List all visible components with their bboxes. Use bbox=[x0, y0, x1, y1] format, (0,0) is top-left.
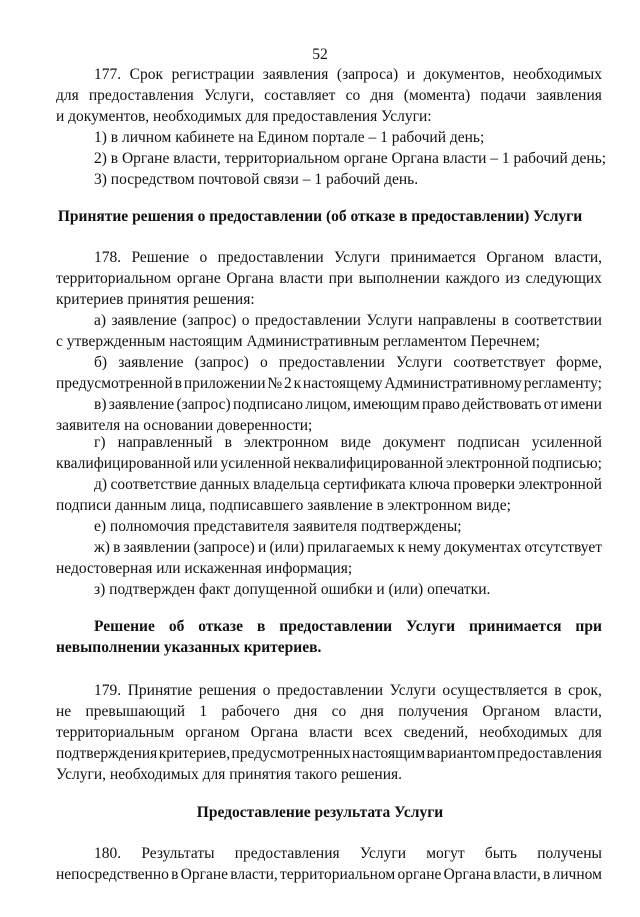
word: соответствие bbox=[110, 476, 197, 493]
word: со bbox=[345, 87, 361, 104]
word: настоящим bbox=[351, 745, 426, 762]
word: отсутствует bbox=[524, 539, 602, 556]
word: Услуги bbox=[359, 845, 406, 862]
word: лицом, bbox=[305, 396, 351, 413]
word: предоставлении bbox=[279, 618, 393, 635]
section-heading: Предоставление результата Услуги bbox=[196, 804, 444, 821]
word: подписью; bbox=[532, 455, 602, 472]
paragraph-line-row bbox=[0, 149, 640, 169]
word: Результаты bbox=[141, 845, 215, 862]
word: власти, bbox=[554, 703, 602, 720]
paragraph-line: 2) в Органе власти, территориальном органе Органа власти – 1 рабочий день; bbox=[94, 150, 607, 167]
word: регламенту; bbox=[523, 375, 602, 392]
word: заявление bbox=[118, 354, 184, 371]
paragraph-line-row bbox=[0, 353, 640, 373]
paragraph-line bbox=[56, 865, 602, 885]
word: направлены bbox=[417, 312, 497, 329]
paragraph-line: невыполнении указанных критериев. bbox=[56, 639, 322, 656]
word: направленный bbox=[117, 434, 213, 451]
word: вариантом bbox=[426, 745, 496, 762]
word: отказе bbox=[198, 618, 243, 635]
paragraph-line bbox=[94, 311, 602, 331]
word: Органе bbox=[180, 866, 229, 883]
paragraph-line-row bbox=[0, 475, 640, 495]
paragraph-line-row bbox=[0, 580, 640, 600]
word: со bbox=[331, 703, 347, 720]
word: подписан bbox=[457, 434, 520, 451]
word: в bbox=[174, 375, 182, 392]
word: регистрации bbox=[171, 66, 255, 83]
word: 177. bbox=[94, 66, 122, 83]
word: предусмотренных bbox=[231, 745, 351, 762]
paragraph-line-row bbox=[0, 65, 640, 85]
word: в bbox=[224, 434, 232, 451]
word: (запросе) bbox=[193, 539, 255, 556]
word: каждого bbox=[445, 270, 500, 287]
word: а) bbox=[94, 312, 107, 329]
word: заявление bbox=[108, 396, 175, 413]
paragraph-line bbox=[94, 475, 602, 495]
word: территориальном bbox=[56, 270, 172, 287]
word: принимается bbox=[390, 249, 476, 266]
paragraph-line-row bbox=[0, 844, 640, 864]
paragraph-line bbox=[56, 374, 602, 394]
word: заявлении bbox=[123, 539, 191, 556]
word: Органа bbox=[250, 724, 299, 741]
word: выполнении bbox=[358, 270, 440, 287]
paragraph-line: недостоверная или искаженная информация; bbox=[56, 560, 353, 577]
word: предоставления bbox=[88, 87, 194, 104]
word: о bbox=[199, 249, 208, 266]
paragraph-line-row bbox=[0, 395, 640, 415]
word: следующих bbox=[525, 270, 602, 287]
word: при bbox=[328, 270, 353, 287]
word: владельца bbox=[253, 476, 320, 493]
word: 180. bbox=[94, 845, 122, 862]
word: и bbox=[257, 539, 267, 556]
word: всех bbox=[363, 724, 393, 741]
word: Органом bbox=[486, 249, 545, 266]
word: усиленной bbox=[220, 455, 291, 472]
word: электронном bbox=[243, 434, 329, 451]
word: № bbox=[267, 375, 283, 392]
word: органе bbox=[397, 866, 442, 883]
word: соответствии bbox=[514, 312, 602, 329]
word: получения bbox=[398, 703, 468, 720]
paragraph-line-row bbox=[0, 702, 640, 722]
paragraph-line: 3) посредством почтовой связи – 1 рабочий день. bbox=[94, 171, 419, 188]
word: Услуги bbox=[334, 249, 381, 266]
paragraph-line bbox=[94, 65, 602, 85]
word: право bbox=[422, 396, 460, 413]
word: неквалифицированной bbox=[293, 455, 444, 472]
word: к bbox=[397, 539, 406, 556]
word: Услуги bbox=[389, 682, 436, 699]
word: имени bbox=[560, 396, 602, 413]
paragraph-line: 1) в личном кабинете на Едином портале – 1 рабочий день; bbox=[94, 129, 485, 146]
section-heading-row bbox=[0, 803, 640, 823]
word: Срок bbox=[129, 66, 164, 83]
word: 1 bbox=[199, 703, 208, 720]
paragraph-line: подписи данным лица, подписавшего заявление в электронном виде; bbox=[56, 497, 511, 514]
paragraph-line bbox=[56, 86, 602, 106]
word: решения bbox=[198, 682, 257, 699]
paragraph-line: заявителя на основании доверенности; bbox=[56, 417, 313, 434]
word: власти bbox=[279, 270, 323, 287]
paragraph-line-row bbox=[0, 559, 640, 579]
word: могут bbox=[426, 845, 465, 862]
paragraph-line-row bbox=[0, 681, 640, 701]
word: из bbox=[505, 270, 520, 287]
paragraph-line-row bbox=[0, 107, 640, 127]
word: власти bbox=[309, 724, 353, 741]
word: принимается bbox=[468, 618, 562, 635]
word: в bbox=[554, 682, 562, 699]
paragraph-line-row bbox=[0, 765, 640, 785]
word: б) bbox=[94, 354, 108, 371]
paragraph-line bbox=[56, 744, 602, 764]
paragraph-line bbox=[94, 844, 602, 864]
word: органе bbox=[176, 270, 221, 287]
word: (запрос) bbox=[182, 312, 237, 329]
word: подписано bbox=[232, 396, 304, 413]
page-number: 52 bbox=[312, 46, 328, 63]
word: непосредственно bbox=[56, 866, 169, 883]
word: заявления bbox=[536, 87, 602, 104]
word: территориальным bbox=[56, 724, 175, 741]
word: от bbox=[543, 396, 559, 413]
paragraph-line-row bbox=[0, 744, 640, 764]
paragraph-line bbox=[94, 617, 602, 637]
paragraph-line bbox=[94, 433, 602, 453]
section-heading-row bbox=[0, 207, 640, 227]
paragraph-line bbox=[94, 681, 602, 701]
word: 2 bbox=[283, 375, 292, 392]
paragraph-line: е) полномочия представителя заявителя подтверждены; bbox=[94, 518, 462, 535]
paragraph-line bbox=[94, 248, 602, 268]
paragraph-line-row bbox=[0, 170, 640, 190]
paragraph-line-row bbox=[0, 638, 640, 658]
word: превышающий bbox=[85, 703, 186, 720]
word: 179. bbox=[94, 682, 122, 699]
word: Органа bbox=[443, 866, 491, 883]
paragraph-line bbox=[56, 269, 602, 289]
word: о bbox=[262, 682, 271, 699]
word: рабочего bbox=[221, 703, 280, 720]
paragraph-line bbox=[56, 702, 602, 722]
word: органом bbox=[185, 724, 240, 741]
paragraph-line: и документов, необходимых для предоставления Услуги: bbox=[56, 108, 432, 125]
word: нему bbox=[408, 539, 441, 556]
word: ключа bbox=[409, 476, 451, 493]
word: или bbox=[193, 455, 218, 472]
word: о bbox=[259, 354, 268, 371]
word: в bbox=[501, 312, 509, 329]
paragraph-line bbox=[56, 454, 602, 474]
word: в bbox=[171, 866, 179, 883]
paragraph-line-row bbox=[0, 311, 640, 331]
word: предоставлении bbox=[278, 354, 385, 371]
word: предоставления bbox=[234, 845, 340, 862]
word: не bbox=[56, 703, 72, 720]
paragraph-line-row bbox=[0, 617, 640, 637]
word: дня bbox=[370, 87, 394, 104]
word: об bbox=[168, 618, 185, 635]
word: Административному bbox=[384, 375, 522, 392]
word: документов, bbox=[423, 66, 505, 83]
word: действовать bbox=[462, 396, 542, 413]
paragraph-line-row bbox=[0, 865, 640, 885]
word: настоящему bbox=[302, 375, 383, 392]
paragraph-line-row bbox=[0, 128, 640, 148]
word: подтверждения bbox=[56, 745, 158, 762]
paragraph-line bbox=[94, 538, 602, 558]
word: (запрос) bbox=[176, 396, 231, 413]
word: Органа bbox=[226, 270, 274, 287]
word: к bbox=[293, 375, 302, 392]
word: необходимых bbox=[479, 724, 569, 741]
paragraph-line bbox=[94, 395, 602, 415]
word: г) bbox=[94, 434, 106, 451]
word: предоставлении bbox=[254, 312, 361, 329]
word: прилагаемых bbox=[307, 539, 395, 556]
word: данных bbox=[200, 476, 250, 493]
word: в bbox=[542, 866, 551, 883]
paragraph-line-row bbox=[0, 517, 640, 537]
word: в bbox=[113, 539, 121, 556]
word: виде bbox=[340, 434, 372, 451]
paragraph-line: з) подтвержден факт допущенной ошибки и (или) опечатки. bbox=[94, 581, 491, 598]
word: предоставлении bbox=[217, 249, 324, 266]
word: для bbox=[579, 724, 602, 741]
word: имеющим bbox=[353, 396, 420, 413]
word: предоставления bbox=[497, 745, 602, 762]
word: (момента) bbox=[403, 87, 471, 104]
word: Услуги bbox=[396, 354, 443, 371]
paragraph-line-row bbox=[0, 433, 640, 453]
word: срок, bbox=[568, 682, 602, 699]
paragraph-line: Услуги, необходимых для принятия такого решения. bbox=[56, 766, 403, 783]
word: получены bbox=[537, 845, 602, 862]
word: проверки bbox=[453, 476, 516, 493]
paragraph-line-row bbox=[0, 269, 640, 289]
word: быть bbox=[484, 845, 518, 862]
page-number-row bbox=[0, 45, 640, 65]
word: власти, bbox=[230, 866, 278, 883]
paragraph-line bbox=[94, 353, 602, 373]
word: соответствует bbox=[453, 354, 545, 371]
word: (или) bbox=[269, 539, 305, 556]
word: Услуги bbox=[366, 312, 413, 329]
word: Услуги bbox=[406, 618, 456, 635]
word: документ bbox=[383, 434, 446, 451]
word: дня bbox=[360, 703, 384, 720]
paragraph-line-row bbox=[0, 454, 640, 474]
word: территориальном bbox=[280, 866, 396, 883]
paragraph-line-row bbox=[0, 723, 640, 743]
paragraph-line-row bbox=[0, 290, 640, 310]
word: электронной bbox=[518, 476, 602, 493]
word: осуществляется bbox=[442, 682, 548, 699]
word: критериев, bbox=[158, 745, 231, 762]
word: личном bbox=[552, 866, 602, 883]
word: составляет bbox=[264, 87, 336, 104]
paragraph-line-row bbox=[0, 538, 640, 558]
word: Решение bbox=[94, 618, 155, 635]
word: в) bbox=[94, 396, 107, 413]
word: при bbox=[575, 618, 602, 635]
word: форме, bbox=[556, 354, 602, 371]
paragraph-line-row bbox=[0, 248, 640, 268]
paragraph-line bbox=[56, 723, 602, 743]
word: Принятие bbox=[127, 682, 193, 699]
word: подачи bbox=[480, 87, 527, 104]
word: 178. bbox=[94, 249, 122, 266]
word: о bbox=[241, 312, 250, 329]
paragraph-line-row bbox=[0, 86, 640, 106]
word: (запрос) bbox=[194, 354, 249, 371]
word: документах bbox=[444, 539, 522, 556]
word: для bbox=[56, 87, 79, 104]
word: Органом bbox=[482, 703, 541, 720]
paragraph-line-row bbox=[0, 332, 640, 352]
word: и bbox=[406, 66, 416, 83]
word: дня bbox=[294, 703, 318, 720]
paragraph-line-row bbox=[0, 374, 640, 394]
word: предоставлении bbox=[276, 682, 384, 699]
word: предусмотренной bbox=[56, 375, 173, 392]
word: квалифицированной bbox=[56, 455, 191, 472]
word: сертификата bbox=[323, 476, 406, 493]
word: Услуги, bbox=[203, 87, 254, 104]
word: сведений, bbox=[403, 724, 469, 741]
word: ж) bbox=[94, 539, 110, 556]
word: власти, bbox=[493, 866, 541, 883]
word: Решение bbox=[131, 249, 190, 266]
word: (запроса) bbox=[336, 66, 399, 83]
word: д) bbox=[94, 476, 108, 493]
word: необходимых bbox=[513, 66, 602, 83]
word: заявление bbox=[111, 312, 177, 329]
section-heading: Принятие решения о предоставлении (об отказе в предоставлении) Услуги bbox=[57, 208, 583, 225]
paragraph-line: критериев принятия решения: bbox=[56, 291, 255, 308]
paragraph-line: с утвержденным настоящим Административным регламентом Перечнем; bbox=[56, 333, 540, 350]
word: электронной bbox=[445, 455, 530, 472]
word: в bbox=[256, 618, 266, 635]
word: власти, bbox=[554, 249, 602, 266]
word: усиленной bbox=[531, 434, 602, 451]
word: приложении bbox=[183, 375, 266, 392]
word: заявления bbox=[262, 66, 329, 83]
paragraph-line-row bbox=[0, 496, 640, 516]
